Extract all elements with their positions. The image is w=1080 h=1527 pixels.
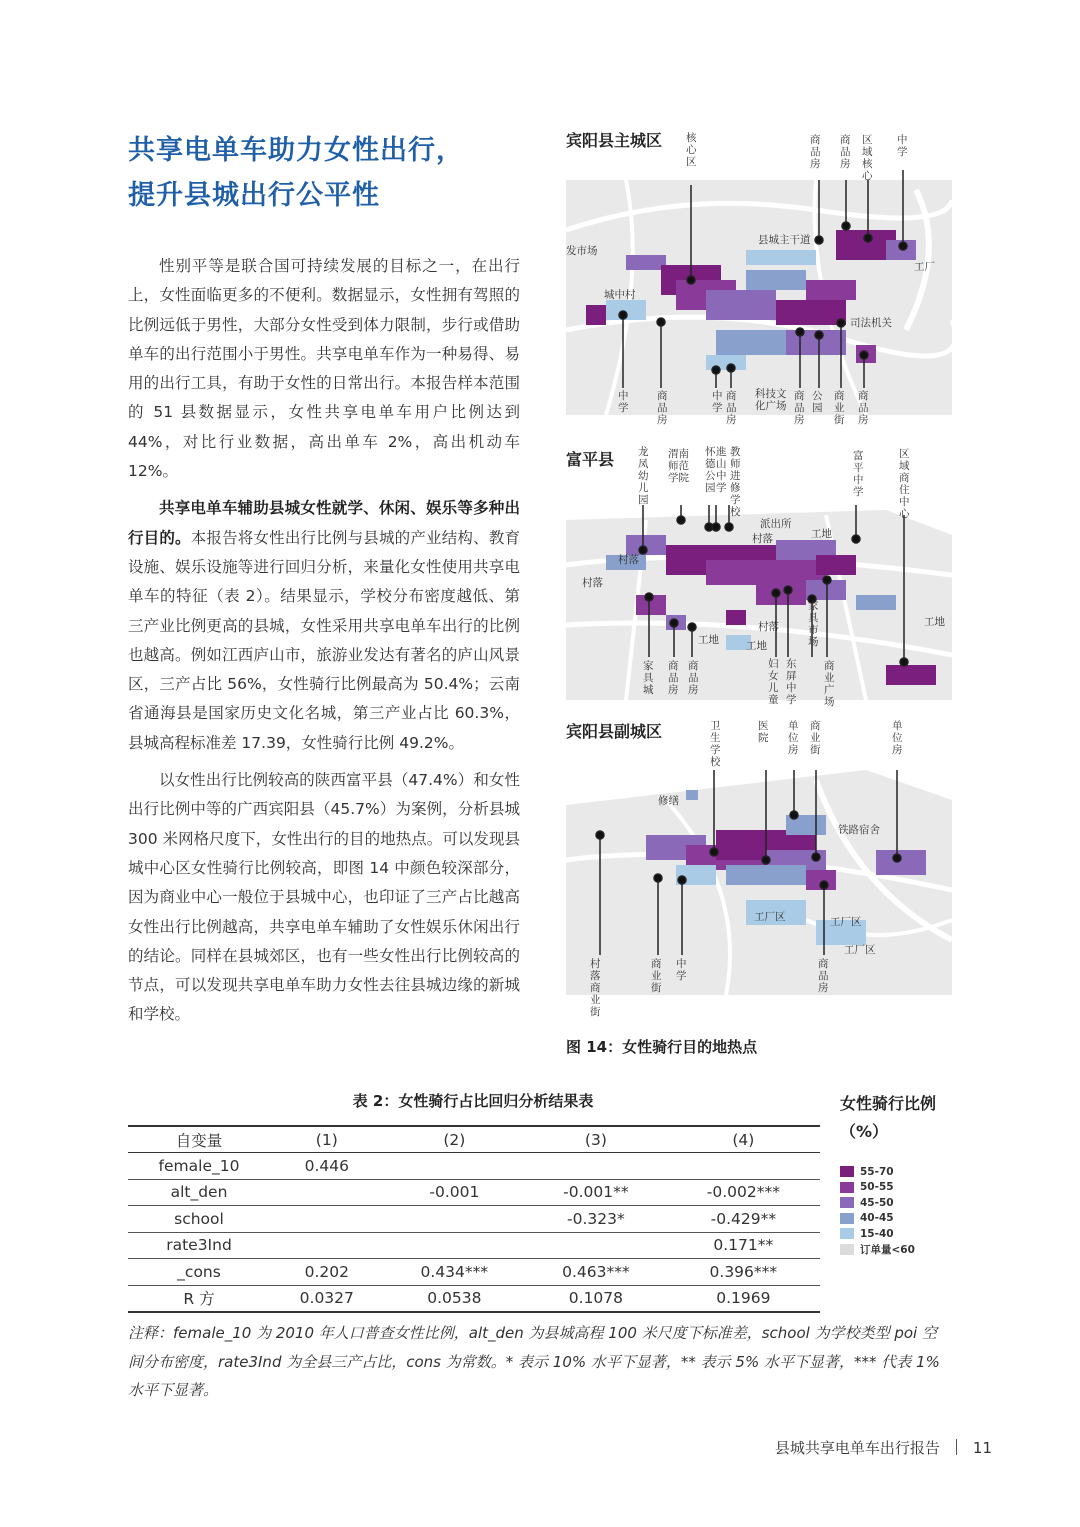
table-cell: 0.1969	[716, 1289, 771, 1307]
table-cell: -0.429**	[710, 1209, 777, 1228]
map3-label-factory1: 工厂区	[754, 911, 786, 923]
map3-heatmap	[566, 770, 952, 995]
map1-label-b-house3: 商品房	[794, 390, 805, 426]
map1-label-house1: 商品房	[810, 134, 821, 170]
map3-label-hospital: 医院	[758, 720, 769, 744]
map3-label-factory2: 工厂区	[830, 916, 862, 928]
legend-swatch	[840, 1244, 854, 1255]
map2-label-b-hosp: 妇女儿童	[768, 658, 779, 706]
table-row	[128, 1285, 820, 1312]
table-note: 注释：female_10 为 2010 年人口普查女性比例，alt_den 为县城高程 100 米尺度下标准差，school 为学校类型 poi 空间分布密度，rate3Ind 为全县三产占比，cons 为常数。* 表示 10% 水平下显著，** 表示 5% 水平下显著，*** 代表 1% 水平下显著。	[128, 1324, 940, 1399]
table-cell: alt_den	[170, 1183, 228, 1202]
map1-label-court: 司法机关	[850, 317, 892, 329]
map2-label-jinshan: 進山中学	[716, 446, 727, 494]
page-footer	[775, 1437, 992, 1458]
table-cell: 0.0538	[427, 1289, 482, 1307]
map3-label-railway: 铁路宿舍	[838, 824, 880, 836]
table-row	[128, 1179, 820, 1206]
table-cell	[384, 1206, 526, 1233]
table-cell: 0.202	[304, 1262, 349, 1281]
table-row	[128, 1232, 820, 1259]
section-title	[128, 128, 548, 218]
map1-label-factory: 工厂	[914, 261, 935, 273]
map3-label-street1: 商业街	[810, 720, 821, 756]
table-cell: 0.446	[304, 1156, 349, 1175]
map3-label-unit2: 单位房	[892, 720, 903, 756]
table-cell: 0.1078	[568, 1289, 624, 1307]
map2-label-huaide: 怀德公园	[705, 446, 716, 494]
table-header-row	[128, 1126, 820, 1153]
table-cell: R 方	[183, 1290, 215, 1308]
map2-label-village4: 村落	[758, 621, 779, 633]
table-cell	[270, 1179, 384, 1206]
map2-label-site4: 工地	[924, 616, 945, 628]
map2-label-b-house1: 商品房	[668, 660, 679, 696]
legend-label: 50-55	[860, 1181, 894, 1194]
table-cell: 0.0327	[299, 1289, 354, 1307]
table-cell: _cons	[177, 1262, 221, 1281]
legend-swatch	[840, 1213, 854, 1224]
map1-label-market: 发市场	[566, 245, 598, 257]
legend-label: 55-70	[860, 1165, 894, 1178]
map1-label-core: 核心区	[686, 132, 697, 168]
map3-label-repair: 修缮	[658, 795, 679, 807]
map1-label-middle: 中学	[897, 134, 908, 158]
legend-items	[840, 1164, 950, 1257]
map2-label-village1: 村落	[618, 554, 639, 566]
map2-label-village3: 村落	[582, 577, 603, 589]
map2-label-site3: 工地	[746, 640, 767, 652]
table-cell: 0.434***	[420, 1262, 489, 1281]
map1-label-district: 区域核心	[862, 134, 873, 182]
map2-label-teacher: 教师进修学校	[730, 446, 741, 518]
table-cell: female_10	[158, 1156, 240, 1175]
legend-title-line-2: （%）	[840, 1122, 889, 1141]
table-cell	[270, 1232, 384, 1259]
legend-item	[840, 1195, 950, 1211]
table-row	[128, 1153, 820, 1180]
table-row	[128, 1206, 820, 1233]
legend-label: 40-45	[860, 1212, 894, 1225]
map2-label-site1: 工地	[811, 528, 832, 540]
table-cell: -0.323*	[567, 1209, 625, 1228]
table-title: 表 2：女性骑行占比回归分析结果表	[352, 1092, 594, 1110]
map1-label-b-sci: 科技文化广场	[755, 388, 787, 412]
table-cell	[384, 1153, 526, 1180]
map3-label-b-mid: 中学	[676, 958, 687, 982]
legend-title-line-1: 女性骑行比例	[840, 1094, 937, 1113]
table-cell: -0.001**	[563, 1183, 629, 1202]
figure-caption: 图 14：女性骑行目的地热点	[566, 1038, 758, 1056]
map1-label-b-house4: 商品房	[858, 390, 869, 426]
legend-item	[840, 1180, 950, 1196]
map2-label-site2: 工地	[698, 634, 719, 646]
paragraph-2	[128, 494, 520, 758]
paragraph-2-text: 本报告将女性出行比例与县城的产业结构、教育设施、娱乐设施等进行回归分析，来量化女性使用共享电单车的特征（表 2）。结果显示，学校分布密度越低、第三产业比例更高的县城，女性采用共享电单车出行的比例也越高。例如江西庐山市，旅游业发达有著名的庐山风景区，三产占比 56%，女性骑行比例最高为 50.4%；云南省通海县是国家历史文化名城，第三产业占比 60.3%，县城高程标准差 17.39，女性骑行比例 49.2%。	[128, 528, 520, 752]
table-cell: 0.463***	[562, 1262, 630, 1281]
table-cell	[667, 1153, 820, 1180]
legend-swatch	[840, 1182, 854, 1193]
map2-label-b-plaza: 商业广场	[824, 660, 835, 708]
paragraph-1: 性别平等是联合国可持续发展的目标之一，在出行上，女性面临更多的不便利。数据显示，女性拥有驾照的比例远低于男性，大部分女性受到体力限制，步行或借助单车的出行范围小于男性。共享电单车作为一种易得、易用的出行工具，有助于女性的日常出行。本报告样本范围的 51 县数据显示，女性共享电单车用户比例达到 44%，对比行业数据，高出单车 2%，高出机动车 12%。	[128, 257, 520, 481]
map1-title: 宾阳县主城区	[566, 131, 663, 150]
map2-label-police: 派出所	[760, 518, 792, 530]
map1-label-b-mid1: 中学	[618, 390, 629, 414]
legend-item	[840, 1226, 950, 1242]
table-cell: 0.171**	[713, 1236, 774, 1255]
table-cell	[270, 1206, 384, 1233]
legend-item	[840, 1164, 950, 1180]
map2-label-district: 区域商住中心	[899, 448, 910, 520]
map3-label-factory3: 工厂区	[844, 944, 876, 956]
map2-label-weinan: 渭南师范学院	[668, 448, 689, 484]
legend-swatch	[840, 1228, 854, 1239]
map1-label-village: 城中村	[604, 289, 636, 301]
legend-swatch	[840, 1197, 854, 1208]
table-header: (3)	[584, 1130, 607, 1149]
map3-label-b-house: 商品房	[818, 958, 829, 994]
title-line-1: 共享电单车助力女性出行，	[128, 135, 464, 166]
table-header: (4)	[732, 1130, 755, 1149]
map3-title: 宾阳县副城区	[566, 722, 663, 741]
paragraph-3: 以女性出行比例较高的陕西富平县（47.4%）和女性出行比例中等的广西宾阳县（45.7%）为案例，分析县城 300 米网格尺度下，女性出行的目的地热点。可以发现县城中心区女性骑行比例较高，即图 14 中颜色较深部分，因为商业中心一般位于县城中心，也印证了三产占比越高女性出行比例越高，共享电单车辅助了女性娱乐休闲出行的结论。同样在县城郊区，也有一些女性出行比例较高的节点，可以发现共享电单车助力女性去往县城边缘的新城和学校。	[128, 771, 520, 1024]
map2-heatmap	[566, 505, 952, 700]
legend	[840, 1090, 950, 1257]
footer-divider	[956, 1439, 957, 1455]
map3-label-b-street: 商业街	[651, 958, 662, 994]
legend-label: 15-40	[860, 1227, 894, 1240]
map2-title: 富平县	[566, 450, 615, 469]
legend-item	[840, 1211, 950, 1227]
table-cell: rate3Ind	[166, 1236, 232, 1255]
legend-label: 45-50	[860, 1196, 894, 1209]
legend-label: 订单量<60	[860, 1243, 915, 1256]
table-header: 自变量	[175, 1131, 223, 1150]
map1-label-b-house1: 商品房	[657, 390, 668, 426]
legend-item	[840, 1242, 950, 1258]
paragraph-2-lead: 共享电单车辅助县城女性就学、休闲、娱乐等多种出行目的。	[128, 499, 520, 547]
footer-report-title: 县城共享电单车出行报告	[774, 1439, 940, 1457]
body-text	[128, 252, 520, 1038]
table-row	[128, 1259, 820, 1286]
table-cell: school	[174, 1209, 224, 1228]
legend-swatch	[840, 1166, 854, 1177]
title-line-2: 提升县城出行公平性	[128, 180, 380, 211]
map1-label-b-house2: 商品房	[726, 390, 737, 426]
table-cell: 0.396***	[709, 1262, 778, 1281]
page-number: 11	[972, 1439, 992, 1457]
table-cell: -0.002***	[706, 1183, 780, 1202]
map2-label-b-furn: 家具城	[643, 660, 654, 696]
map1-label-b-park: 公园	[812, 390, 823, 414]
table-header: (1)	[315, 1130, 338, 1149]
table-cell	[525, 1153, 667, 1180]
map2-label-village2: 村落	[752, 533, 773, 545]
map2-label-kinder: 龙凤幼儿园	[638, 446, 649, 506]
table-cell	[525, 1232, 667, 1259]
regression-table	[128, 1125, 820, 1313]
map2-label-b-house2: 商品房	[688, 660, 699, 696]
table-cell: -0.001	[429, 1183, 480, 1202]
map3-label-b-village: 村落商业街	[590, 958, 601, 1018]
map1-label-house2: 商品房	[840, 134, 851, 170]
map3-label-health: 卫生学校	[710, 720, 721, 768]
map1-label-road: 县城主干道	[758, 234, 811, 246]
map1-label-b-street: 商业街	[834, 390, 845, 426]
map1-label-b-mid2: 中学	[712, 390, 723, 414]
map3-label-unit1: 单位房	[788, 720, 799, 756]
map1-heatmap	[566, 130, 952, 430]
map2-label-furniture: 家具市场	[808, 600, 819, 648]
map2-label-b-east: 东屏中学	[786, 658, 797, 706]
table-cell	[384, 1232, 526, 1259]
map2-label-fuping: 富平中学	[853, 450, 864, 498]
table-header: (2)	[443, 1130, 466, 1149]
